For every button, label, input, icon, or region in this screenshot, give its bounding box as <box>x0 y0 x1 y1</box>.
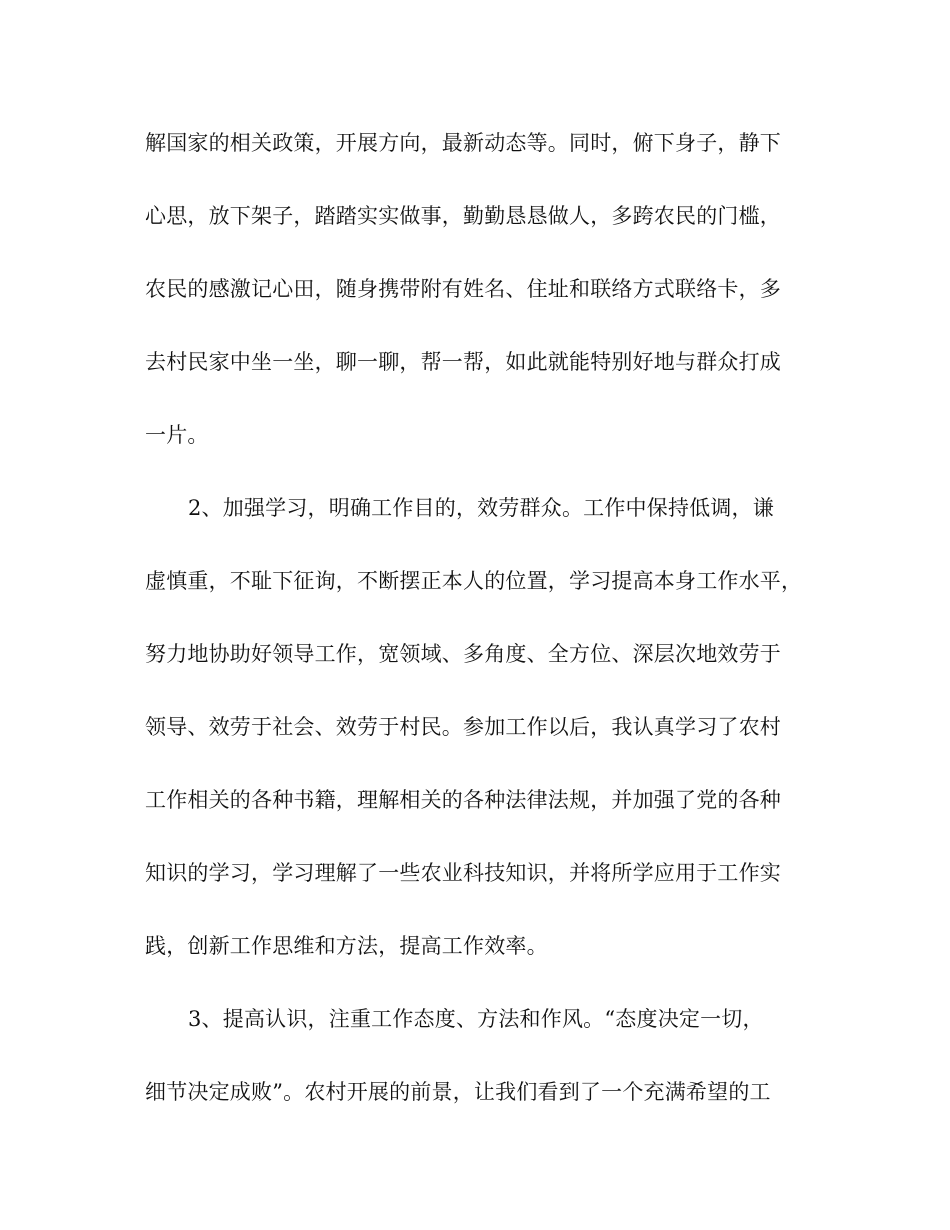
text-line: 知识的学习，学习理解了一些农业科技知识，并将所学应用于工作实 <box>145 861 781 885</box>
paragraph-start-line: 2、加强学习，明确工作目的，效劳群众。工作中保持低调，谦 <box>188 496 774 520</box>
text-line: 农民的感激记心田，随身携带附有姓名、住址和联络方式联络卡，多 <box>145 277 781 301</box>
text-line: 践，创新工作思维和方法，提高工作效率。 <box>145 934 548 958</box>
text-line: 去村民家中坐一坐，聊一聊，帮一帮，如此就能特别好地与群众打成 <box>145 350 781 374</box>
text-line: 细节决定成败”。农村开展的前景，让我们看到了一个充满希望的工 <box>145 1080 771 1104</box>
text-line: 工作相关的各种书籍，理解相关的各种法律法规，并加强了党的各种 <box>145 788 781 812</box>
text-line: 心思，放下架子，踏踏实实做事，勤勤恳恳做人，多跨农民的门槛， <box>145 204 781 228</box>
paragraph-start-line: 3、提高认识，注重工作态度、方法和作风。“态度决定一切， <box>188 1007 764 1031</box>
text-line: 一片。 <box>145 423 209 447</box>
text-line: 虚慎重，不耻下征询，不断摆正本人的位置，学习提高本身工作水平， <box>145 569 803 593</box>
text-line: 努力地协助好领导工作，宽领域、多角度、全方位、深层次地效劳于 <box>145 642 781 666</box>
text-line: 领导、效劳于社会、效劳于村民。参加工作以后，我认真学习了农村 <box>145 715 781 739</box>
text-line: 解国家的相关政策，开展方向，最新动态等。同时，俯下身子，静下 <box>145 131 781 155</box>
